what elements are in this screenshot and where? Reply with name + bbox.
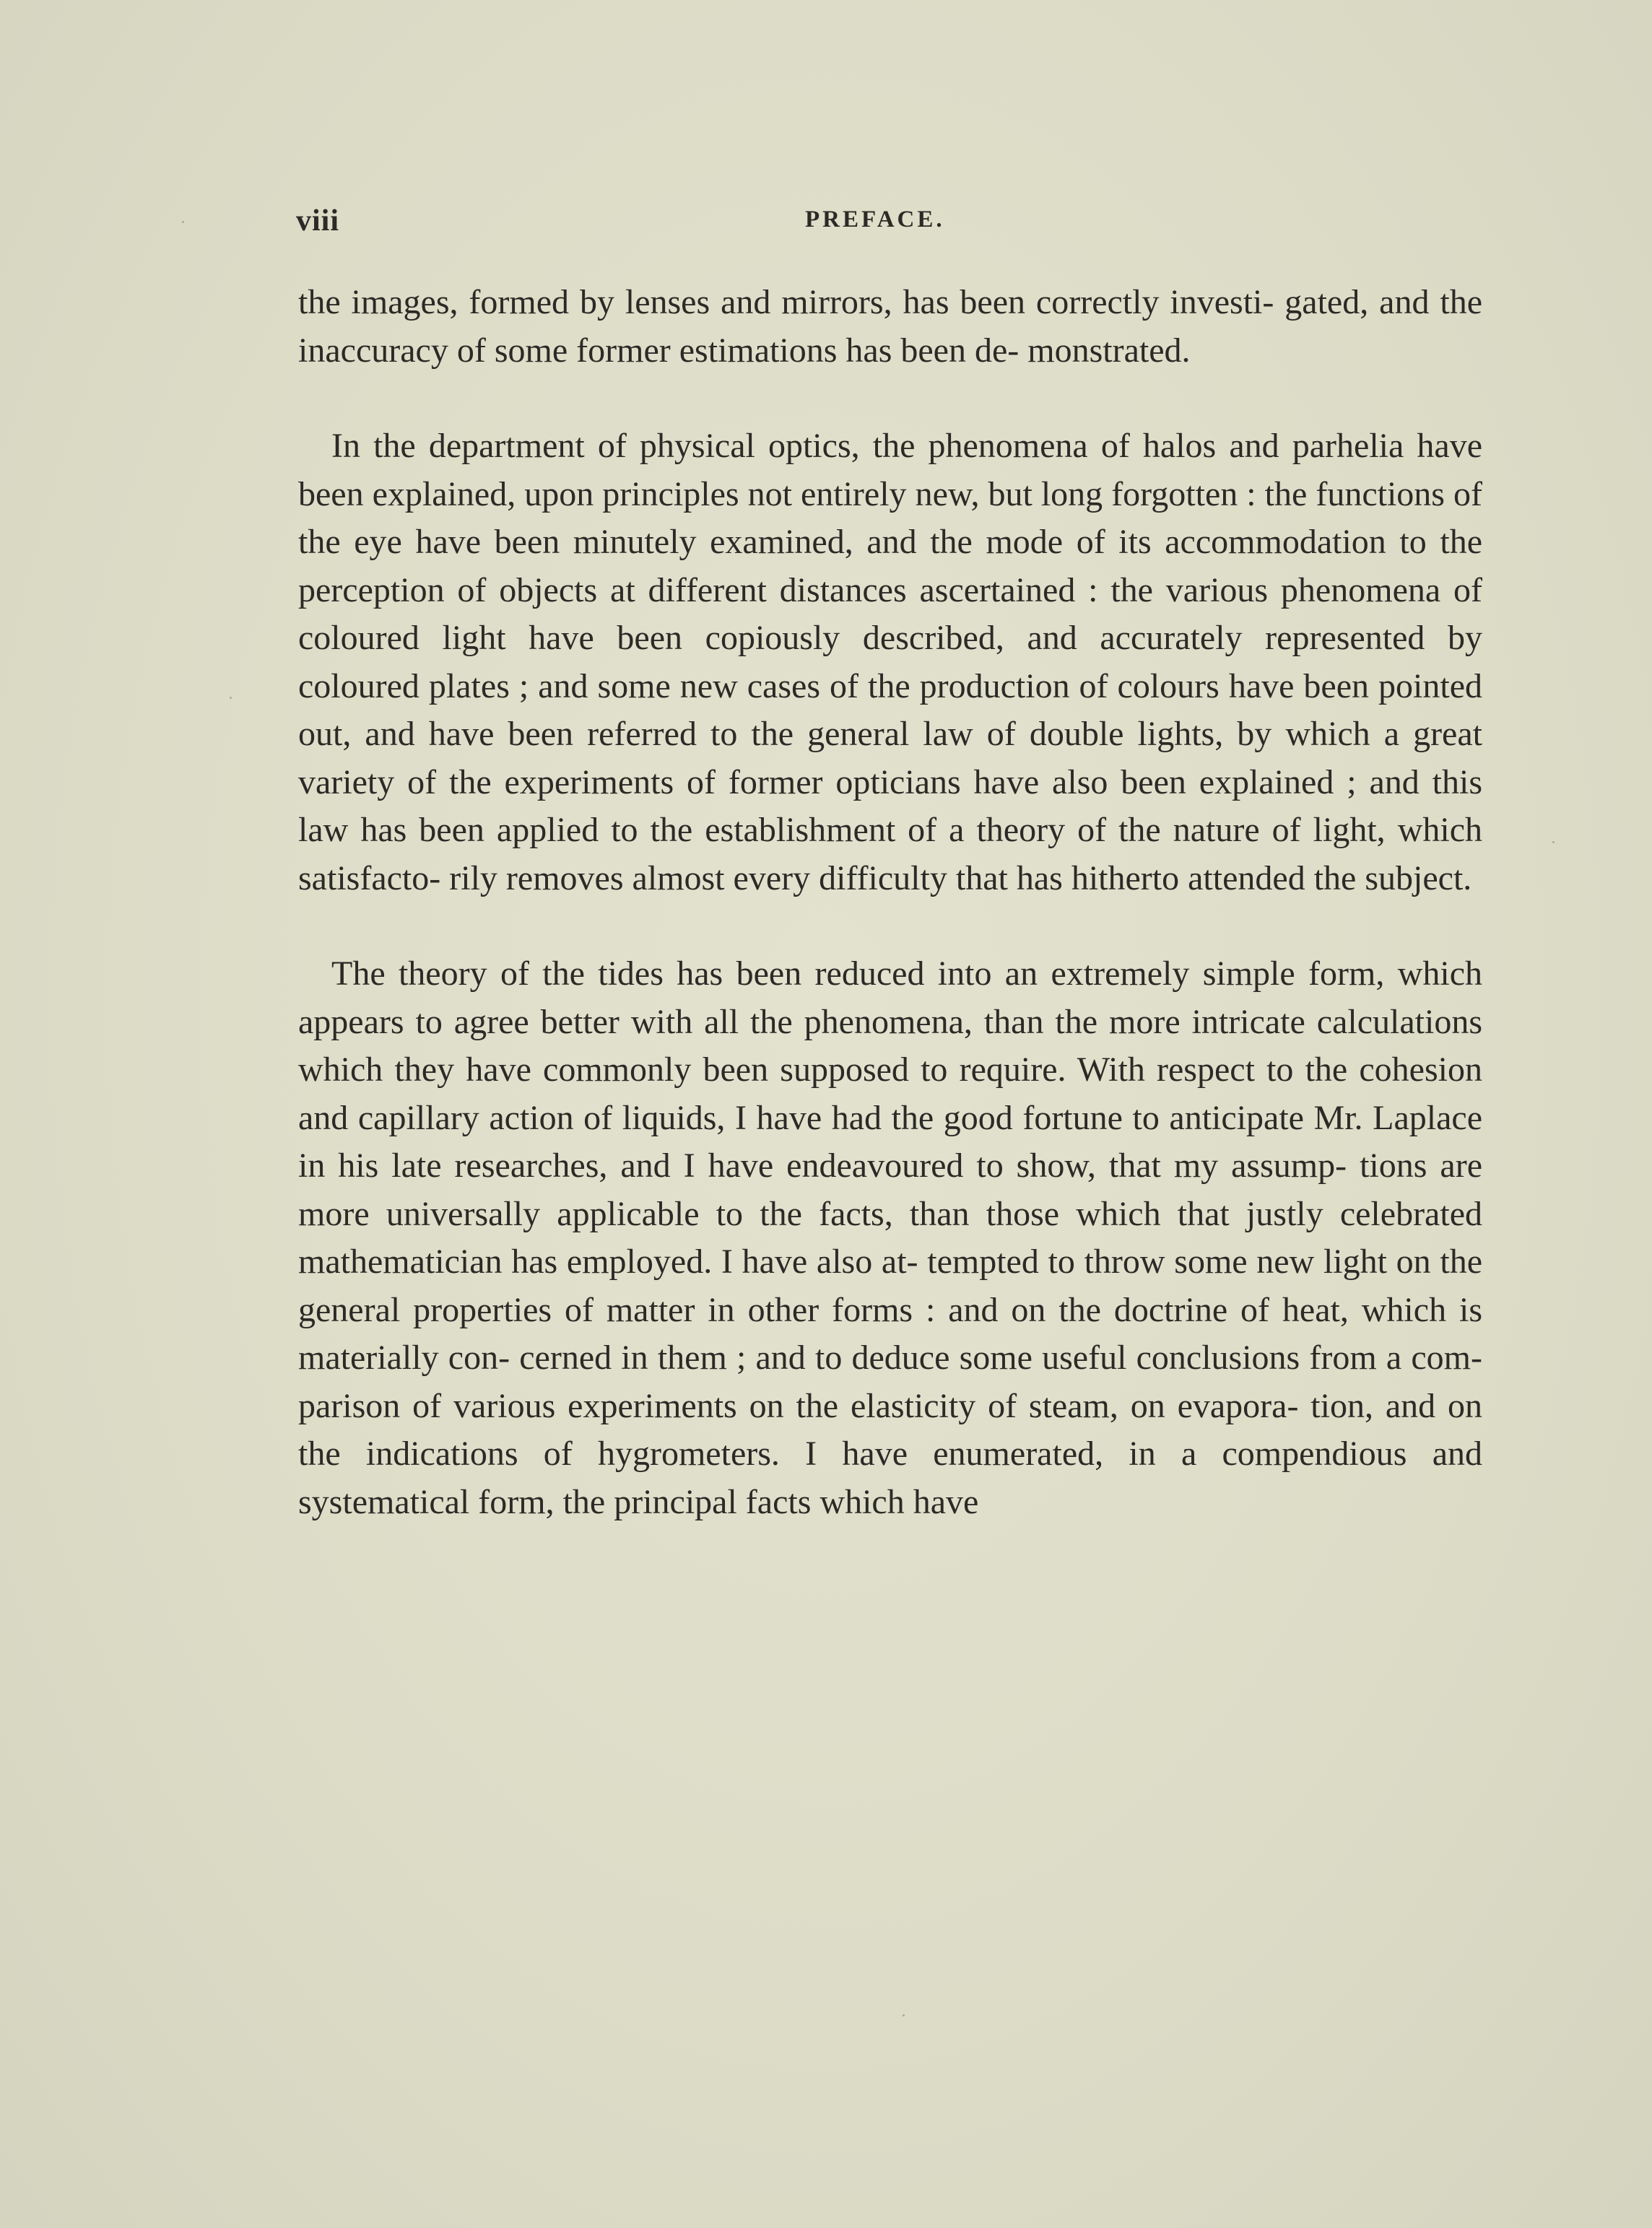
paragraph-tides: The theory of the tides has been reduced into an extremely simple form, which appears to agree better with all the phenomena, than the more intricate calculations which they have commonly been supposed to require. With respect to the cohesion and capillary action of liquids, I have had the good fortune to anticipate Mr. Laplace in his late researches, and I have endeavoured to show, that my assump- tions are more universally applicable to the facts, than those which that justly celebrated mathematician has employed. I have also at- tempted to throw some new light on the general properties of matter in other forms : and on the doctrine of heat, which is materially con- cerned in them ; and to deduce some useful conclusions from a com- parison of various experiments on the elasticity of steam, on evapora- tion, and on the indications of hygrometers. I have enumerated, in a compendious and systematical form, the principal facts which have [298, 954, 1482, 1521]
paragraph-continuation: the images, formed by lenses and mirrors, has been correctly investi- gated, and the inaccuracy of some former estimations has been de- monstrated. [298, 283, 1482, 370]
page-number: viii [296, 204, 340, 238]
paper-speck [182, 221, 184, 223]
body-text [298, 279, 1482, 1574]
running-head: PREFACE. [805, 206, 945, 232]
paper-speck [903, 2014, 905, 2016]
paper-speck [1552, 841, 1555, 843]
paragraph-physical-optics: In the department of physical optics, the phenomena of halos and parhelia have been explained, upon principles not entirely new, but long forgotten : the functions of the eye have been minutely examined, and the mode of its accommodation to the perception of objects at different distances ascertained : the various phenomena of coloured light have been copiously described, and accurately represented by coloured plates ; and some new cases of the production of colours have been pointed out, and have been referred to the general law of double lights, by which a great variety of the experiments of former opticians have also been explained ; and this law has been applied to the establishment of a theory of the nature of light, which satisfacto- rily removes almost every difficulty that has hitherto attended the subject. [298, 427, 1482, 897]
page-header [296, 204, 1487, 247]
paper-speck [230, 697, 232, 699]
